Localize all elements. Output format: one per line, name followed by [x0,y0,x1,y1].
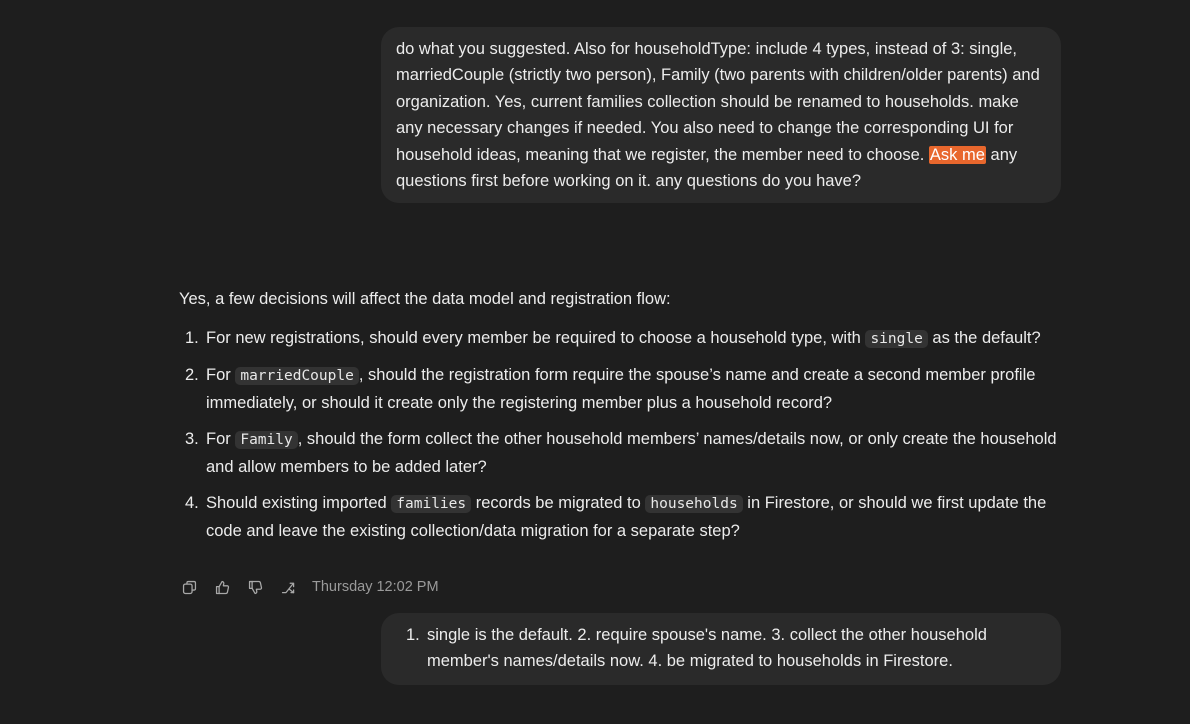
inline-code: single [865,330,927,348]
list-number: 1. [406,626,420,644]
question-list [179,325,1059,545]
reply-list [401,622,1041,674]
assistant-intro: Yes, a few decisions will affect the data model and registration flow: [179,290,671,308]
item-text: For new registrations, should every member be required to choose a household type, with [206,329,866,347]
list-number: 2. [185,366,199,384]
branch-icon[interactable] [278,577,298,597]
list-number: 3. [185,430,199,448]
user-message-bubble [381,27,1061,203]
user-message-text-end: any questions first before working on it. any questions do you have? [396,145,1018,191]
message-timestamp: Thursday 12:02 PM [312,579,439,595]
item-text: as the default? [927,329,1041,347]
thumbs-down-icon[interactable] [245,577,265,597]
copy-icon[interactable] [179,577,199,597]
item-text: , should the form collect the other household members’ names/details now, or only create the household and allow members to be added later? [206,430,1057,476]
list-number: 1. [185,329,199,347]
reply-text: single is the default. 2. require spouse's name. 3. collect the other household member's names/details now. 4. be migrated to households in Firestore. [427,626,987,670]
inline-code: families [391,495,471,513]
list-item [179,490,1059,545]
item-text: For [206,366,236,384]
inline-code: Family [235,431,297,449]
user-reply-bubble [381,613,1061,685]
inline-code: marriedCouple [235,367,359,385]
item-text: For [206,430,236,448]
inline-code: households [645,495,742,513]
message-actions [179,576,439,598]
list-item [179,362,1059,417]
item-text: records be migrated to [471,494,646,512]
assistant-message [179,286,1059,554]
item-text: in Firestore, or should we first update the code and leave the existing collection/data migration for a separate step? [206,494,1047,540]
item-text: Should existing imported [206,494,392,512]
list-item [401,622,1041,674]
item-text: , should the registration form require the spouse’s name and create a second member profile immediately, or should it create only the registering member plus a household record? [206,366,1036,412]
list-item [179,325,1059,353]
highlighted-text: Ask me [929,145,985,164]
list-item [179,426,1059,481]
user-message-text: do what you suggested. Also for householdType: include 4 types, instead of 3: single, marriedCouple (strictly two person), Family (two parents with children/older parents) and organization. Yes, current families collection should be renamed to households. make any necessary changes if needed. You also need to change the corresponding UI for household ideas, meaning that we register, the member need to choose. [396,40,1040,164]
list-number: 4. [185,494,199,512]
thumbs-up-icon[interactable] [212,577,232,597]
